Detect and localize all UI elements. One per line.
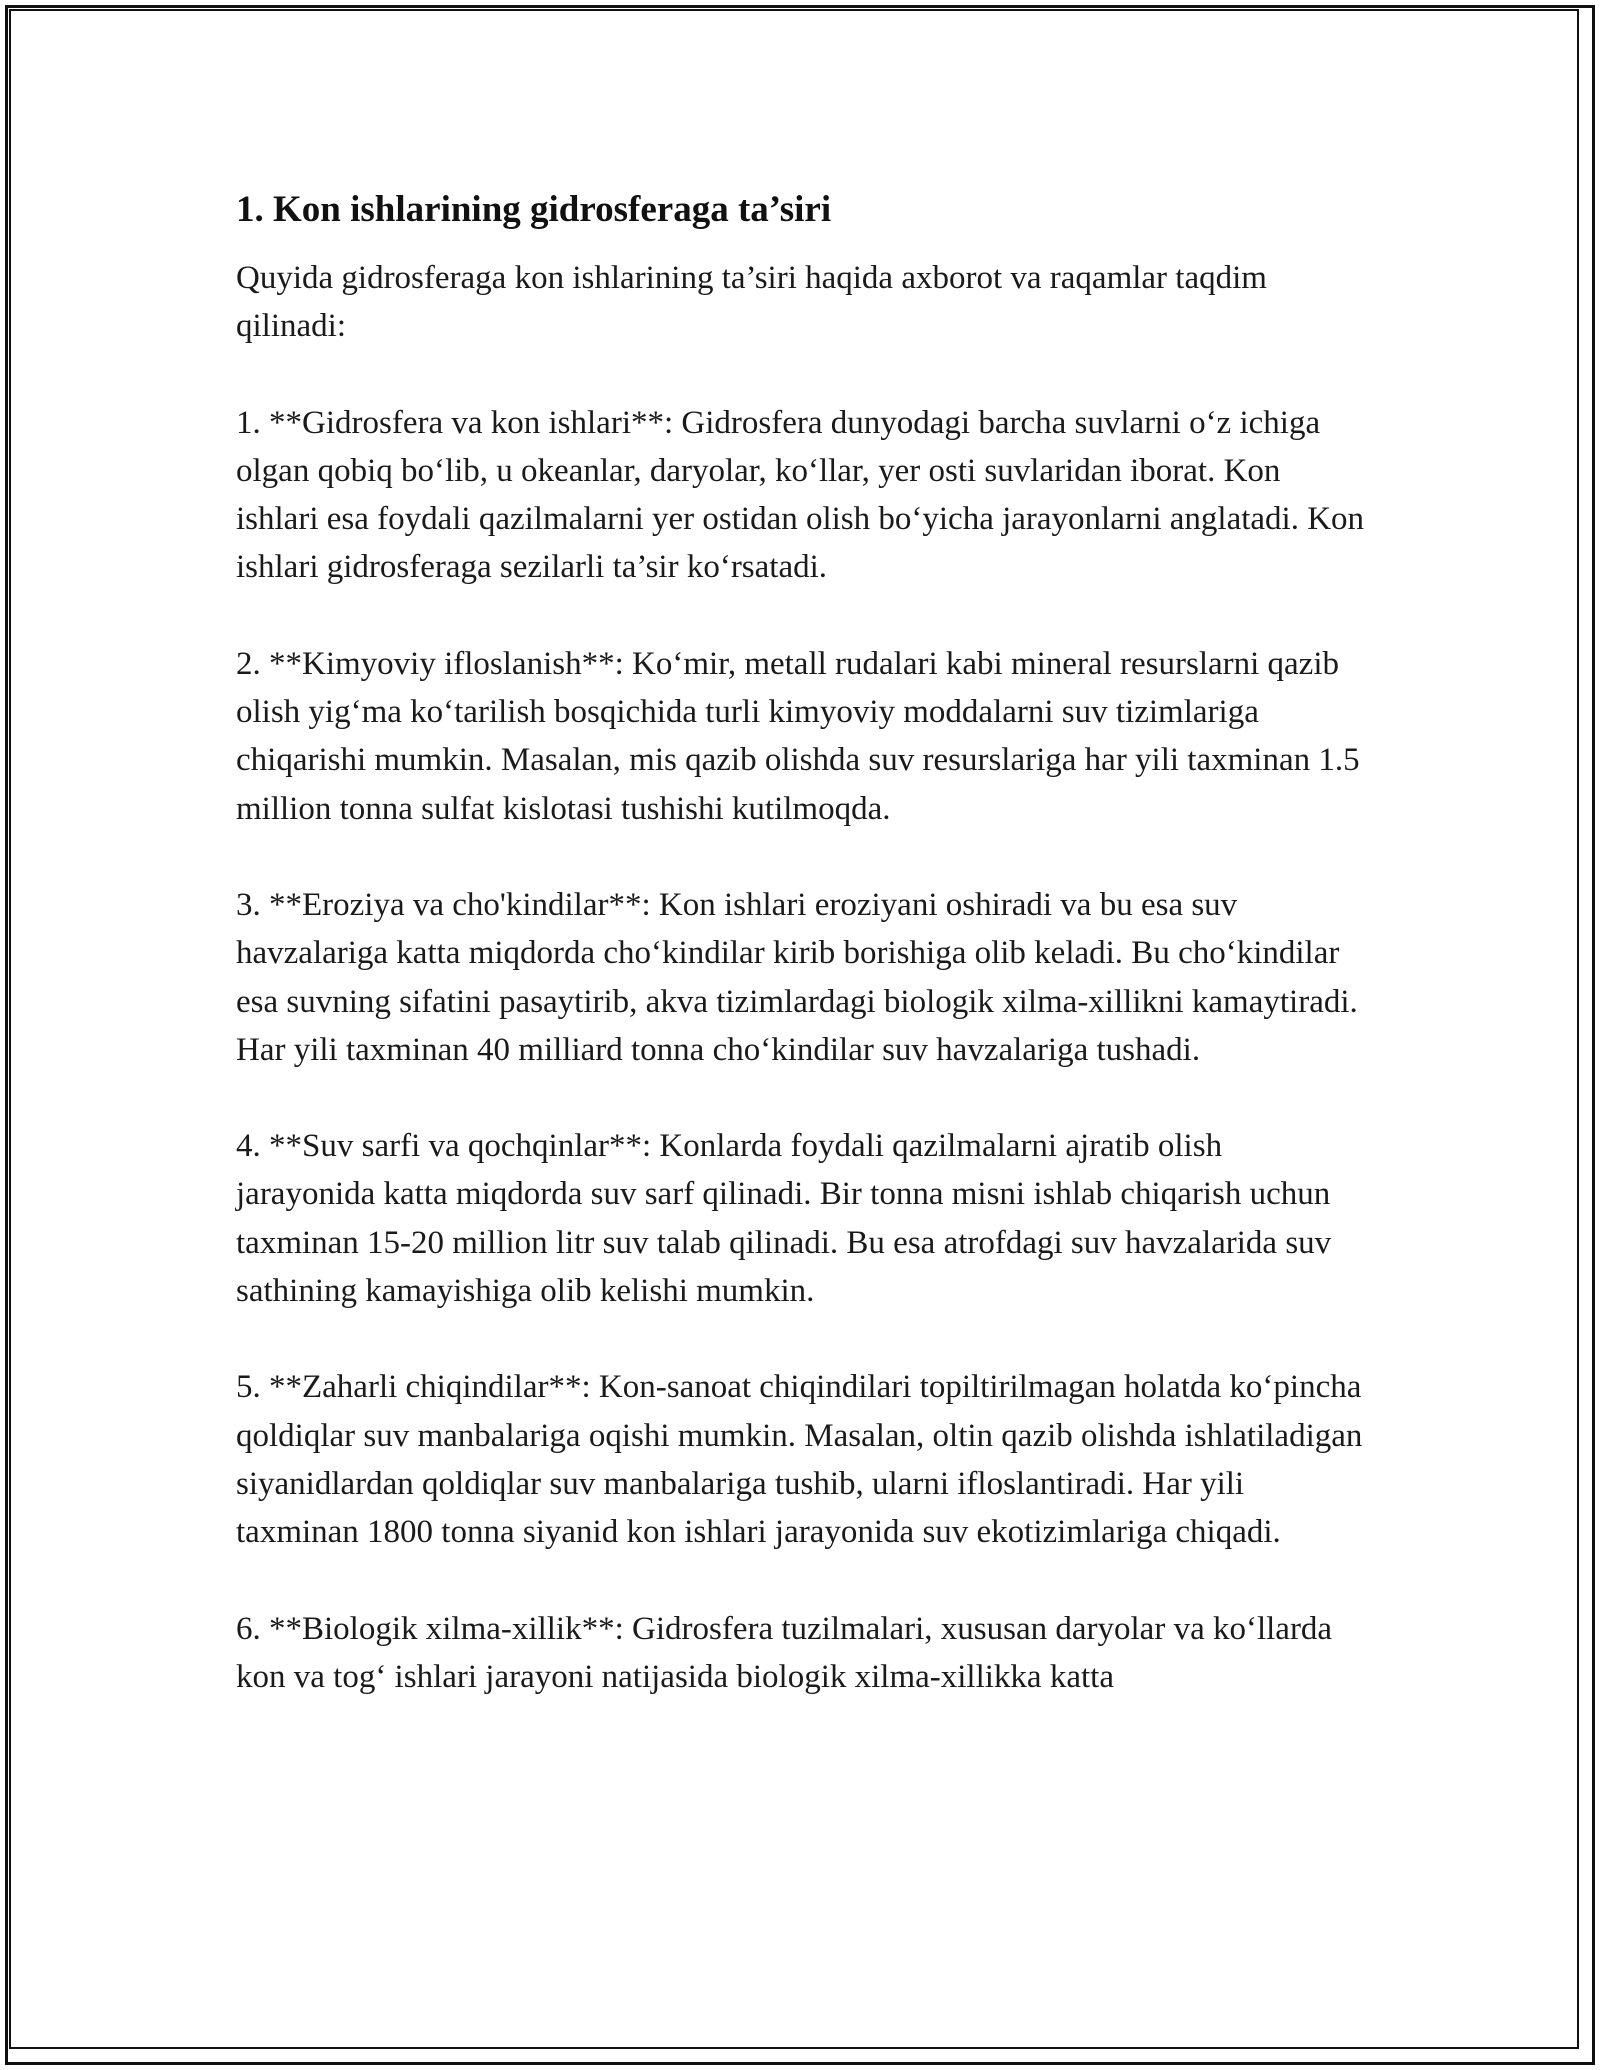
paragraph-erosion-sediments: 3. **Eroziya va cho'kindilar**: Kon ishlari eroziyani oshiradi va bu esa suv havzalariga katta miqdorda cho‘kindilar kirib borishiga olib keladi. Bu cho‘kindilar esa suvning sifatini pasaytirib, akva tizimlardagi biologik xilma-xillikni kamaytiradi. Har yili taxminan 40 milliard tonna cho‘kindilar suv havzalariga tushadi.	[236, 886, 1358, 1068]
paragraph-water-consumption: 4. **Suv sarfi va qochqinlar**: Konlarda foydali qazilmalarni ajratib olish jarayonida katta miqdorda suv sarf qilinadi. Bir tonna misni ishlab chiqarish uchun taxminan 15-20 million litr suv talab qilinadi. Bu esa atrofdagi suv havzalarida suv sathining kamayishiga olib kelishi mumkin.	[236, 1128, 1332, 1310]
paragraph-biodiversity: 6. **Biologik xilma-xillik**: Gidrosfera tuzilmalari, xususan daryolar va ko‘llarda kon va tog‘ ishlari jarayoni natijasida biologik xilma-xillikka katta	[236, 1610, 1333, 1695]
paragraph-toxic-waste: 5. **Zaharli chiqindilar**: Kon-sanoat chiqindilari topiltirilmagan holatda ko‘pincha qoldiqlar suv manbalariga oqishi mumkin. Masalan, oltin qazib olishda ishlatiladigan siyanidlardan qoldiqlar suv manbalariga tushib, ularni ifloslantiradi. Har yili taxminan 1800 tonna siyanid kon ishlari jarayonida suv ekotizimlariga chiqadi.	[236, 1369, 1363, 1551]
document-body	[236, 186, 1366, 1749]
paragraph-hydrosphere-mining: 1. **Gidrosfera va kon ishlari**: Gidrosfera dunyodagi barcha suvlarni o‘z ichiga olgan qobiq bo‘lib, u okeanlar, daryolar, ko‘llar, yer osti suvlaridan iborat. Kon ishlari esa foydali qazilmalarni yer ostidan olish bo‘yicha jarayonlarni anglatadi. Kon ishlari gidrosferaga sezilarli ta’sir ko‘rsatadi.	[236, 404, 1365, 586]
paragraph-chemical-pollution: 2. **Kimyoviy ifloslanish**: Ko‘mir, metall rudalari kabi mineral resurslarni qazib olish yig‘ma ko‘tarilish bosqichida turli kimyoviy moddalarni suv tizimlariga chiqarishi mumkin. Masalan, mis qazib olishda suv resurslariga har yili taxminan 1.5 million tonna sulfat kislotasi tushishi kutilmoqda.	[236, 645, 1360, 827]
intro-paragraph: Quyida gidrosferaga kon ishlarining ta’siri haqida axborot va raqamlar taqdim qilinadi:	[236, 260, 1267, 345]
page-title: 1. Kon ishlarining gidrosferaga ta’siri	[236, 189, 832, 230]
